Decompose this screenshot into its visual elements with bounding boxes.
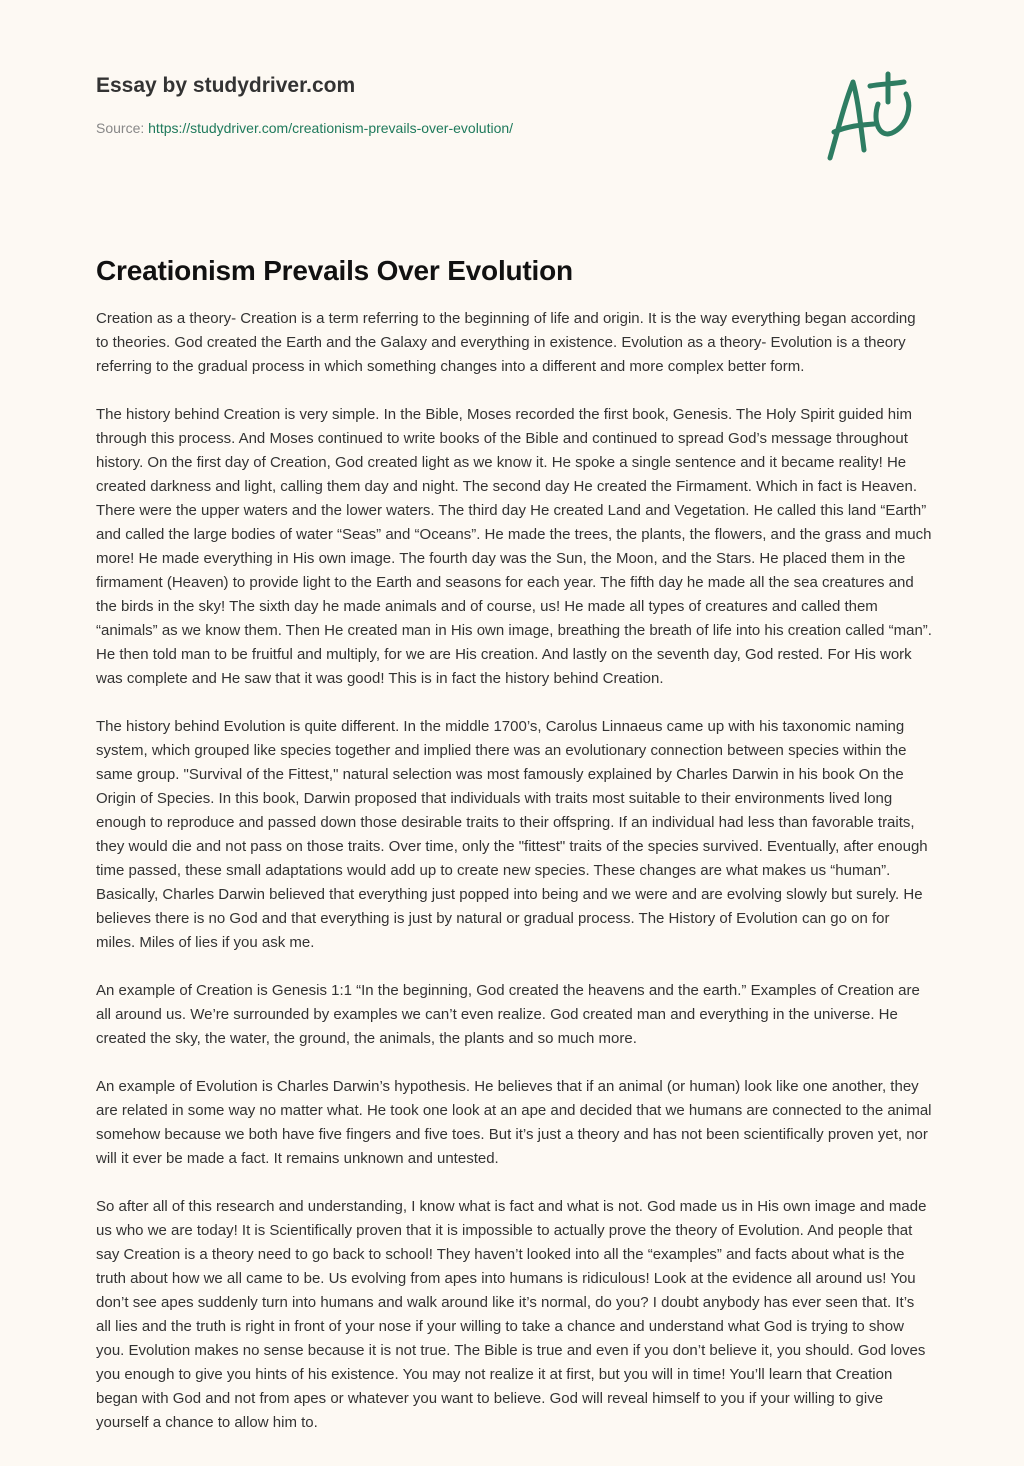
essay-paragraph: The history behind Creation is very simple. In the Bible, Moses recorded the first book, Genesis. The Holy Spirit guided him through this process. And Moses continued to write books of the Bible and continued to spread God’s message throughout history. On the first day of Creation, God created light as we know it. He spoke a single sentence and it became reality! He created darkness and light, calling them day and night. The second day He created the Firmament. Which in fact is Heaven. There were the upper waters and the lower waters. The third day He created Land and Vegetation. He called this land “Earth” and called the large bodies of water “Seas” and “Oceans”. He made the trees, the plants, the flowers, and the grass and much more! He made everything in His own image. The fourth day was the Sun, the Moon, and the Stars. He placed them in the firmament (Heaven) to provide light to the Earth and seasons for each year. The fifth day he made all the sea creatures and the birds in the sky! The sixth day he made animals and of course, us! He made all types of creatures and called them “animals” as we know them. Then He created man in His own image, breathing the breath of life into his creation called “man”. He then told man to be fruitful and multiply, for we are His creation. And lastly on the seventh day, God rested. For His work was complete and He saw that it was good! This is in fact the history behind Creation. <box>96 406 932 687</box>
essay-content <box>96 255 932 1459</box>
essay-paragraph: Creation as a theory- Creation is a term referring to the beginning of life and origin. It is the way everything began according to theories. God created the Earth and the Galaxy and everything in existence. Evolution as a theory- Evolution is a theory referring to the gradual process in which something changes into a different and more complex better form. <box>96 310 916 375</box>
source-label: Source: <box>96 120 145 136</box>
source-link[interactable]: https://studydriver.com/creationism-prevails-over-evolution/ <box>148 120 514 136</box>
site-title: Essay by studydriver.com <box>96 74 356 97</box>
page-header <box>96 74 513 136</box>
a-plus-logo-icon <box>818 70 928 170</box>
essay-paragraph: An example of Evolution is Charles Darwin’s hypothesis. He believes that if an animal (or human) look like one another, they are related in some way no matter what. He took one look at an ape and decided that we humans are connected to the animal somehow because we both have five fingers and five toes. But it’s just a theory and has not been scientifically proven yet, nor will it ever be made a fact. It remains unknown and untested. <box>96 1078 932 1167</box>
essay-paragraph: The history behind Evolution is quite different. In the middle 1700’s, Carolus Linnaeus came up with his taxonomic naming system, which grouped like species together and implied there was an evolutionary connection between species within the same group. "Survival of the Fittest," natural selection was most famously explained by Charles Darwin in his book On the Origin of Species. In this book, Darwin proposed that individuals with traits most suitable to their environments lived long enough to reproduce and passed down those desirable traits to their offspring. If an individual had less than favorable traits, they would die and not pass on those traits. Over time, only the "fittest" traits of the species survived. Eventually, after enough time passed, these small adaptations would add up to create new species. These changes are what makes us “human”. Basically, Charles Darwin believed that everything just popped into being and we were and are evolving slowly but surely. He believes there is no God and that everything is just by natural or gradual process. The History of Evolution can go on for miles. Miles of lies if you ask me. <box>96 718 928 951</box>
essay-paragraph: An example of Creation is Genesis 1:1 “In the beginning, God created the heavens and the earth.” Examples of Creation are all around us. We’re surrounded by examples we can’t even realize. God created man and everything in the universe. He created the sky, the water, the ground, the animals, the plants and so much more. <box>96 982 920 1047</box>
essay-paragraph: So after all of this research and understanding, I know what is fact and what is not. God made us in His own image and made us who we are today! It is Scientifically proven that it is impossible to actually prove the theory of Evolution. And people that say Creation is a theory need to go back to school! They haven’t looked into all the “examples” and facts about what is the truth about how we all came to be. Us evolving from apes into humans is ridiculous! Look at the evidence all around us! You don’t see apes suddenly turn into humans and walk around like it’s normal, do you? I doubt anybody has ever seen that. It’s all lies and the truth is right in front of your nose if your willing to take a chance and understand what God is trying to show you. Evolution makes no sense because it is not true. The Bible is true and even if you don’t believe it, you should. God loves you enough to give you hints of his existence. You may not realize it at first, but you will in time! You’ll learn that Creation began with God and not from apes or whatever you want to believe. God will reveal himself to you if your willing to give yourself a chance to allow him to. <box>96 1198 927 1431</box>
source-line <box>96 120 513 136</box>
essay-title: Creationism Prevails Over Evolution <box>96 255 573 286</box>
